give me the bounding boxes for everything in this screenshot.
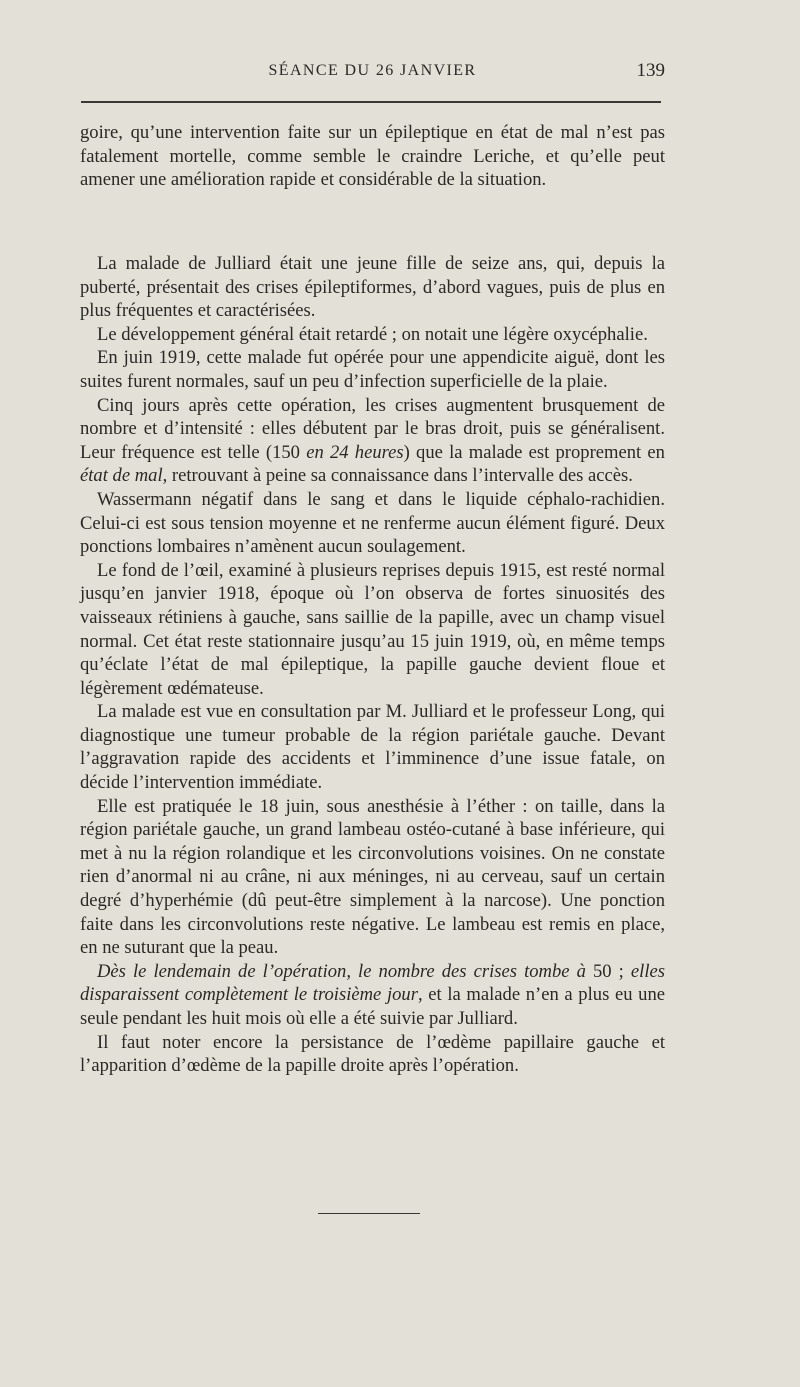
paragraph-appendicitis: En juin 1919, cette malade fut opérée pour une appendicite aiguë, dont les suites furent normales, sauf un peu d’infection superficielle de la plaie. [80, 347, 665, 392]
case-report-text-block [80, 252, 665, 1078]
paragraph-fundus: Le fond de l’œil, examiné à plusieurs reprises depuis 1915, est resté normal jusqu’en janvier 1918, époque où l’on observa de fortes sinuosités des vaisseaux rétiniens à gauche, sans saillie de la papille, avec un champ visuel normal. Cet état reste stationnaire jusqu’au 15 juin 1919, où, en même temps qu’éclate l’état de mal épileptique, la papille gauche devient floue et légèrement œdémateuse. [80, 559, 665, 699]
paragraph-wassermann: Wassermann négatif dans le sang et dans le liquide céphalo-rachidien. Celui-ci est sous tension moyenne et ne renferme aucun élément figuré. Deux ponctions lombaires n’amènent aucun soulagement. [80, 488, 665, 558]
paragraph-patient: La malade de Julliard était une jeune fille de seize ans, qui, depuis la puberté, présentait des crises épileptiformes, d’abord vagues, puis de plus en plus fréquentes et caractérisées. [80, 253, 665, 322]
end-rule [318, 1213, 420, 1214]
outcome-italic-b: elles disparaissent complètement le troisième jour [80, 960, 665, 1006]
outcome-text-a: 50 ; [585, 960, 624, 982]
paragraph-consultation: La malade est vue en consultation par M. Julliard et le professeur Long, qui diagnostique une tumeur probable de la région pariétale gauche. Devant l’aggravation rapide des accidents et l’imminence d’une issue fatale, on décide l’intervention immédiate. [80, 701, 665, 794]
continued-text-block [80, 121, 665, 192]
page-number: 139 [636, 60, 665, 81]
crises-text-b: ) que la malade est proprement en [403, 441, 665, 463]
running-head [80, 60, 665, 88]
crises-text-a: Cinq jours après cette opération, les crises augmentent brusquement de nombre et d’intensité : elles débutent par le bras droit, puis se généralisent. Leur fréquence est telle (150 [80, 394, 665, 463]
paragraph-edema: Il faut noter encore la persistance de l’œdème papillaire gauche et l’apparition d’œdème de la papille droite après l’opération. [80, 1031, 665, 1077]
header-rule [81, 101, 661, 103]
outcome-text-b: , et la malade n’en a plus eu une seule pendant les huit mois où elle a été suivie par Julliard. [80, 984, 665, 1029]
paragraph-continuation: goire, qu’une intervention faite sur un épileptique en état de mal n’est pas fatalement mortelle, comme semble le craindre Leriche, et qu’elle peut amener une amélioration rapide et considérable de la situation. [80, 122, 665, 191]
crises-italic-b: état de mal [80, 465, 163, 487]
crises-italic-a: en 24 heures [306, 441, 404, 463]
paragraph-crises [80, 394, 665, 488]
running-title: SÉANCE DU 26 JANVIER [268, 62, 477, 79]
paragraph-outcome [80, 960, 665, 1031]
paragraph-development: Le développement général était retardé ; on notait une légère oxycéphalie. [97, 323, 648, 345]
crises-text-c: , retrouvant à peine sa connaissance dans l’intervalle des accès. [162, 465, 633, 487]
paragraph-operation: Elle est pratiquée le 18 juin, sous anesthésie à l’éther : on taille, dans la région pariétale gauche, un grand lambeau ostéo-cutané à base inférieure, qui met à nu la région rolandique et les circonvolutions voisines. On ne constate rien d’anormal ni au crâne, ni aux méninges, ni au cerveau, sauf un certain degré d’hyperhémie (dû peut-être simplement à la narcose). Une ponction faite dans les circonvolutions reste négative. Le lambeau est remis en place, en ne suturant que la peau. [80, 795, 665, 959]
outcome-italic-a: Dès le lendemain de l’opération, le nombre des crises tombe à [97, 960, 586, 982]
